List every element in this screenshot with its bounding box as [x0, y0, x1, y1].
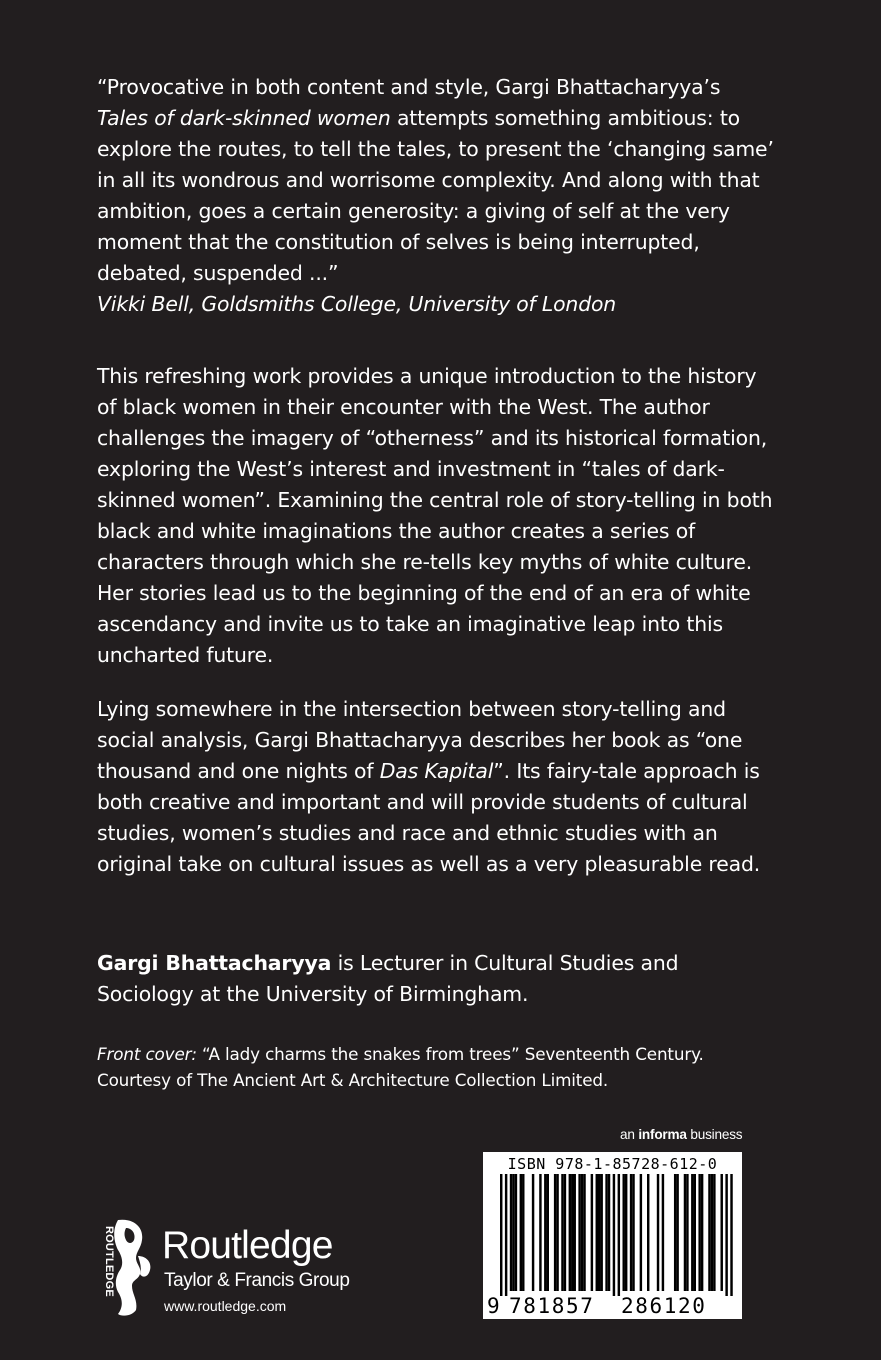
informa-brand: informa	[638, 1127, 687, 1142]
barcode-bar	[522, 1174, 524, 1291]
description-paragraph-1	[97, 361, 777, 671]
barcode-bar	[591, 1174, 593, 1291]
barcode-bar	[554, 1174, 556, 1291]
description-text-1: This refreshing work provides a unique introduction to the history of black women in their encounter with the West. The author challenges the imagery of “otherness” and its historical formation, exploring the West’s interest and investment in “tales of dark-skinned women”. Examining the central role of story-telling in both black and white imaginations the author creates a series of characters through which she re-tells key myths of white culture. Her stories lead us to the beginning of the end of an era of white ascendancy and invite us to take an imaginative leap into this uncharted future.	[97, 364, 773, 667]
ean-right-group: 286120	[621, 1294, 707, 1318]
barcode-bar	[605, 1174, 607, 1291]
barcode-bar	[564, 1174, 566, 1291]
barcode-guard-bar	[730, 1174, 732, 1296]
barcode-bar	[623, 1174, 625, 1291]
barcode-bar	[721, 1174, 723, 1291]
barcode-bar	[662, 1174, 664, 1291]
informa-prefix: an	[620, 1127, 639, 1142]
author-bio-rest: is Lecturer in Cultural Studies and Sociology at the University of Birmingham.	[97, 951, 679, 1006]
barcode-bar	[578, 1174, 580, 1291]
barcode-bar	[684, 1174, 686, 1291]
barcode-bar	[561, 1174, 563, 1291]
cover-credit-label: Front cover:	[97, 1044, 197, 1064]
barcode-bar	[691, 1174, 693, 1291]
barcode-bar	[632, 1174, 634, 1291]
routledge-vertical-mark: ROUTLEDGE	[103, 1226, 115, 1297]
barcode-bar	[711, 1174, 713, 1291]
author-bio-text	[97, 948, 777, 1010]
barcode-bar	[520, 1174, 522, 1291]
publisher-url[interactable]: www.routledge.com	[164, 1298, 287, 1314]
ean-first-digit: 9	[487, 1294, 500, 1318]
barcode-bar	[647, 1174, 649, 1291]
barcode-bar	[532, 1174, 534, 1291]
barcode-bar	[600, 1174, 602, 1291]
ean-left-group: 781857	[509, 1294, 595, 1318]
barcode-bar	[630, 1174, 632, 1291]
barcode-bar	[598, 1174, 600, 1291]
barcode-bar	[510, 1174, 512, 1291]
informa-business-tagline	[620, 1126, 742, 1144]
barcode-bar	[686, 1174, 688, 1291]
barcode-bar	[544, 1174, 546, 1291]
cover-credit-text	[97, 1041, 777, 1093]
barcode-bar	[608, 1174, 610, 1291]
quote-rest: attempts something ambitious: to explore the routes, to tell the tales, to present the ‘changing same’ in all its wondrous and worrisome complexity. And along with that ambition, goes a certain generosity: a giving of self at the very moment that the constitution of selves is being interrupted, debated, suspended ...”	[97, 106, 774, 285]
barcode-bar	[581, 1174, 583, 1291]
barcode-bar	[515, 1174, 517, 1291]
barcode-bar	[674, 1174, 676, 1291]
review-quote-text	[97, 72, 777, 289]
barcode-bar	[708, 1174, 710, 1291]
description-2-before: Lying somewhere in the intersection between story-telling and social analysis, Gargi Bhattacharyya describes her book as “one thousand and one nights of	[97, 697, 743, 783]
informa-suffix: business	[686, 1127, 743, 1142]
quote-attribution: Vikki Bell, Goldsmiths College, University of London	[97, 292, 617, 316]
quote-book-title: Tales of dark-skinned women	[97, 106, 391, 130]
cover-credit	[97, 1041, 777, 1093]
barcode-guard-bar	[725, 1174, 727, 1296]
routledge-head-icon	[92, 1218, 158, 1318]
author-bio	[97, 948, 777, 1010]
routledge-logo	[92, 1218, 392, 1318]
cover-credit-body: “A lady charms the snakes from trees” Seventeenth Century. Courtesy of The Ancient Art & Architecture Collection Limited.	[97, 1044, 704, 1090]
isbn-barcode	[483, 1152, 742, 1319]
barcode-bar	[713, 1174, 715, 1291]
barcode-bar	[640, 1174, 642, 1291]
description-paragraph-2	[97, 694, 777, 880]
barcode-bar	[657, 1174, 659, 1291]
barcode-bar	[547, 1174, 549, 1291]
barcode-bar	[512, 1174, 514, 1291]
publisher-group: Taylor & Francis Group	[164, 1270, 350, 1291]
barcode-bar	[571, 1174, 573, 1291]
das-kapital-title: Das Kapital	[379, 759, 494, 783]
barcode-bars	[483, 1174, 742, 1296]
description-text-2	[97, 694, 777, 880]
barcode-guard-bar	[618, 1174, 620, 1296]
description-2-after: ”. Its fairy-tale approach is both creative and important and will provide students of cultural studies, women’s studies and race and ethnic studies with an original take on cultural issues as well as a very pleasurable read.	[97, 759, 761, 876]
quote-open: “Provocative in both content and style, Gargi Bhattacharyya’s	[97, 75, 721, 99]
barcode-bar	[539, 1174, 541, 1291]
barcode-bar	[698, 1174, 700, 1291]
barcode-bar	[701, 1174, 703, 1291]
isbn-label: ISBN 978-1-85728-612-0	[507, 1155, 718, 1173]
ean-digits	[483, 1293, 742, 1319]
barcode-bar	[676, 1174, 678, 1291]
barcode-bar	[556, 1174, 558, 1291]
barcode-guard-bar	[500, 1174, 502, 1296]
routledge-wordmark: Routledge	[162, 1224, 333, 1267]
barcode-guard-bar	[613, 1174, 615, 1296]
barcode-bar	[694, 1174, 696, 1291]
barcode-bar	[583, 1174, 585, 1291]
review-quote	[97, 72, 777, 320]
barcode-bar	[569, 1174, 571, 1291]
author-name: Gargi Bhattacharyya	[97, 951, 332, 975]
barcode-guard-bar	[505, 1174, 507, 1296]
barcode-bar	[596, 1174, 598, 1291]
barcode-bar	[574, 1174, 576, 1291]
barcode-bar	[625, 1174, 627, 1291]
